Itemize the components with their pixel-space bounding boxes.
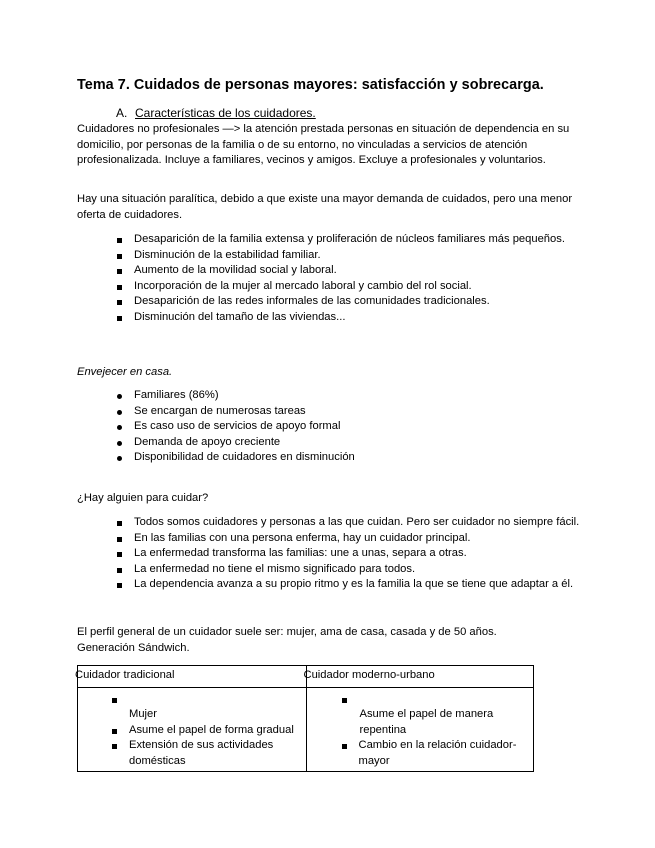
header-traditional: Cuidador tradicional [75,669,175,681]
page-title: Tema 7. Cuidados de personas mayores: satisfacción y sobrecarga. [77,77,544,93]
empty-bullet [341,692,534,707]
paragraph-situation: Hay una situación paralítica, debido a que existe una mayor demanda de cuidados, pero una menor oferta de cuidadores. [77,193,573,221]
list-item: Disponibilidad de cuidadores en disminución [116,450,576,466]
list-item: La dependencia avanza a su propio ritmo y es la familia la que se tiene que adaptar a él. [116,577,584,593]
question-heading: ¿Hay alguien para cuidar? [77,492,209,504]
section-letter: A. [116,106,128,120]
list-item: Asume el papel de forma gradual [111,723,306,739]
caregiver-comparison-table [77,665,534,772]
traditional-list [78,688,306,771]
list-item: Cambio en la relación cuidador-mayor [341,738,534,769]
section-heading-text: Características de los cuidadores. [135,106,316,120]
perfil-line: El perfil general de un cuidador suele ser: mujer, ama de casa, casada y de 50 años. [77,626,497,638]
list-item: Se encargan de numerosas tareas [116,404,576,420]
list-item: Demanda de apoyo creciente [116,435,576,451]
list-item: Incorporación de la mujer al mercado laboral y cambio del rol social. [116,279,576,295]
list-item: La enfermedad no tiene el mismo significado para todos. [116,562,584,578]
table-header [303,666,534,688]
section-heading-a [116,106,316,122]
envejecer-list [116,388,576,466]
list-item: Extensión de sus actividades domésticas [111,738,306,769]
perfil-line-sandwich: Generación Sándwich. [77,641,190,654]
table-cell-modern [306,688,534,772]
paragraph-definition: Cuidadores no profesionales —> la atención prestada personas en situación de dependencia en su domicilio, por personas de la familia o de su entorno, no vinculadas a servicios de atención profesionalizada. Incluye a familiares, vecinos y amigos. Excluye a profesionales y voluntarios. [77,123,570,166]
table-cell-traditional [78,688,307,772]
perfil-paragraph [77,625,577,656]
list-item: Todos somos cuidadores y personas a las que cuidan. Pero ser cuidador no siempre fácil. [116,515,584,531]
list-item: Disminución del tamaño de las viviendas... [116,310,576,326]
header-modern: Cuidador moderno-urbano [303,669,435,681]
list-item: Desaparición de las redes informales de las comunidades tradicionales. [116,294,576,310]
cuidar-list [116,515,584,593]
list-item: Es caso uso de servicios de apoyo formal [116,419,576,435]
list-item: Asume el papel de manera repentina [359,708,494,736]
list-item: Disminución de la estabilidad familiar. [116,248,576,264]
envejecer-heading: Envejecer en casa. [77,366,173,378]
list-item: Mujer [129,708,157,720]
list-item: Aumento de la movilidad social y laboral. [116,263,576,279]
table-row [78,688,534,772]
list-item: En las familias con una persona enferma, hay un cuidador principal. [116,531,584,547]
modern-list [307,688,534,771]
list-item: La enfermedad transforma las familias: une a unas, separa a otras. [116,546,584,562]
causes-list [116,232,576,325]
table-header [75,666,307,688]
list-item: Desaparición de la familia extensa y proliferación de núcleos familiares más pequeños. [116,232,576,248]
list-item: Familiares (86%) [116,388,576,404]
empty-bullet [111,692,306,707]
